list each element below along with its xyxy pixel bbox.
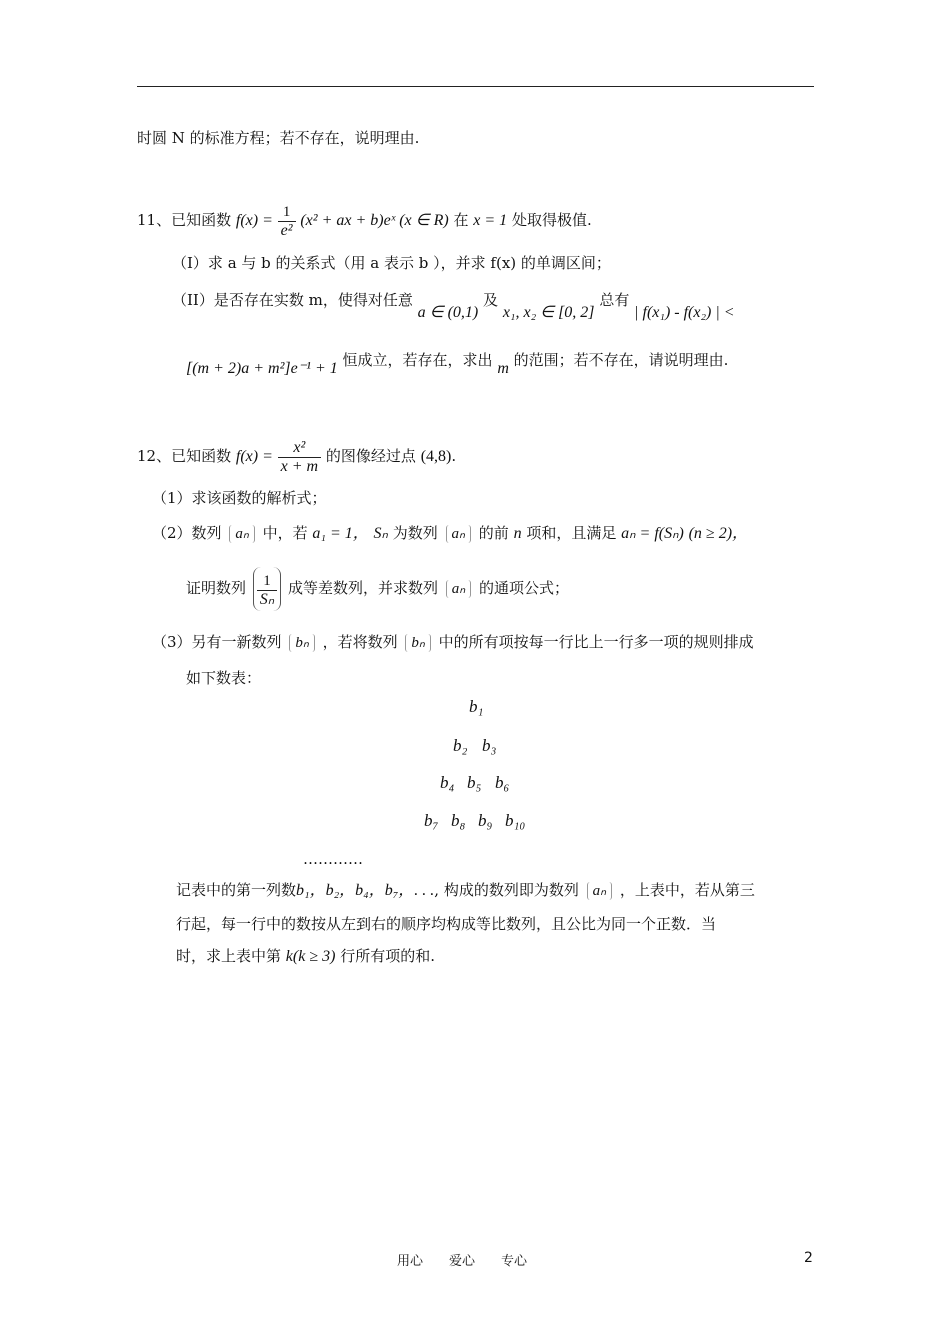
seq-b: bₙ [405,634,430,652]
table-cell: b₂ [453,736,468,755]
q12-remark-line3: 时，求上表中第 k(k ≥ 3) 行所有项的和. [176,947,435,965]
seq-a: aₙ [229,525,254,543]
q12-remark-line2: 行起，每一行中的数按从左到右的顺序均构成等比数列，且公比为同一个正数．当 [176,915,717,933]
table-cell: b₁₀ [505,811,526,830]
table-ellipsis: ………… [303,850,363,868]
seq-a: aₙ [587,882,612,900]
intro-line: 时圆 N 的标准方程；若不存在，说明理由. [137,129,420,147]
seq-b: bₙ [289,634,314,652]
table-cell: b₅ [467,773,482,792]
q11-fraction: $\frac{1}{\text{e²}}$ [278,203,296,240]
q11-statement: 11、已知函数 f(x) = $\frac{1}{\text{e²}}$ (x² + ax + b)eˣ (x ∈ R) 在 x = 1 处取得极值. [137,203,592,239]
page-number: 2 [804,1250,813,1266]
table-cell: b₇ [424,811,439,830]
footer-slogan: 用心 爱心 专心 [397,1254,528,1269]
table-cell: b₃ [482,736,497,755]
q11-part2-line2: [(m + 2)a + m²]e⁻¹ + 1 恒成立，若存在，求出 m 的范围；若不存在，请说明理由. [186,351,729,377]
q12-statement: 12、已知函数 f(x) = $\frac{\text{x²}}{x + m}$ 的图像经过点 (4,8). [137,438,457,475]
header-rule [137,86,814,87]
q11-part1: （I）求 a 与 b 的关系式（用 a 表示 b ），并求 f(x) 的单调区间； [172,254,611,272]
table-cell: b₈ [451,811,466,830]
q12-part3-line2: 如下数表： [186,669,262,687]
brace: $\frac{1}{\text{Sₙ}}$ [253,567,281,611]
table-cell: b₆ [495,773,510,792]
q12-part1: （1）求该函数的解析式； [152,489,327,507]
table-cell: b₄ [440,773,455,792]
q12-part3: （3）另有一新数列 bₙ ，若将数列 bₙ 中的所有项按每一行比上一行多一项的规则排成 [152,633,754,651]
seq-a: aₙ [446,525,471,543]
seq-a: aₙ [446,580,471,598]
table-cell: b₁ [469,697,484,716]
q12-part2: （2）数列 aₙ 中，若 a₁ = 1， Sₙ 为数列 aₙ 的前 n 项和，且满足 aₙ = f(Sₙ) (n ≥ 2)， [152,524,749,542]
q12-remark-line1: 记表中的第一列数b₁，b₂，b₄，b₇，. . ., 构成的数列即为数列 aₙ ，上表中，若从第三 [176,881,755,899]
table-cell: b₉ [478,811,493,830]
q12-part2-line2: 证明数列 $\frac{1}{\text{Sₙ}}$ 成等差数列，并求数列 aₙ 的通项公式； [186,566,569,611]
q11-part2: （II）是否存在实数 m，使得对任意 a ∈ (0,1) 及 x₁, x₂ ∈ [0, 2] 总有 | f(x₁) - f(x₂) | < [172,291,735,321]
q12-fraction: $\frac{\text{x²}}{x + m}$ [278,439,321,476]
